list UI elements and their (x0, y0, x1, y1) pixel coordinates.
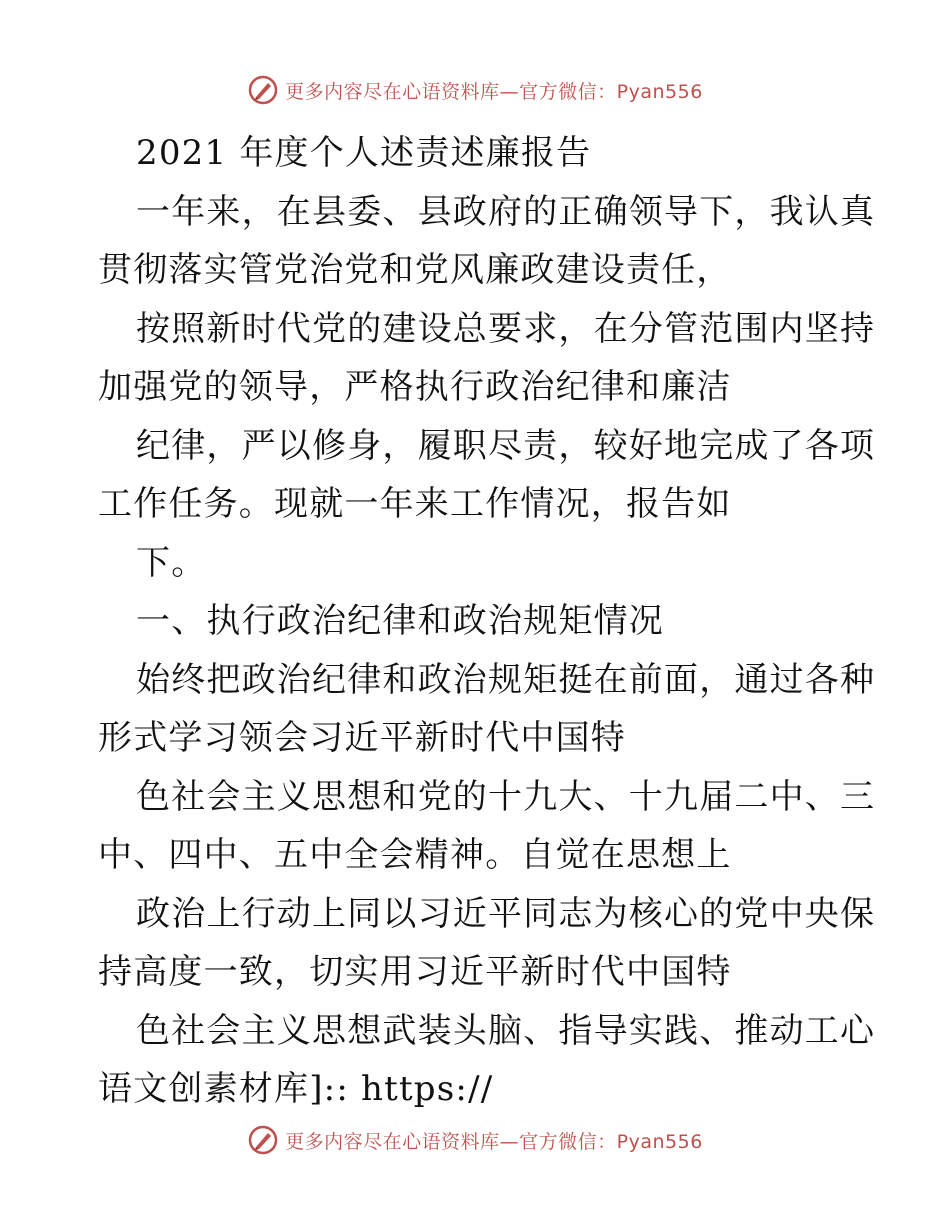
text-line: 色社会主义思想武装头脑、指导实践、推动工心 (136, 1010, 876, 1051)
banner-text: 更多内容尽在心语资料库—官方微信：Pyan556 (285, 1130, 703, 1153)
text-line: 一年来，在县委、县政府的正确领导下，我认真 (136, 191, 876, 232)
footer-banner (0, 1120, 950, 1160)
text-line: 贯彻落实管党治党和党风廉政建设责任， (98, 250, 732, 290)
text-line: 语文创素材库]:: https:// (98, 1069, 494, 1109)
text-line: 持高度一致，切实用习近平新时代中国特 (98, 952, 732, 992)
text-line: 工作任务。现就一年来工作情况，报告如 (98, 484, 732, 524)
text-line: 色社会主义思想和党的十九大、十九届二中、三 (136, 776, 876, 817)
text-line: 纪律，严以修身，履职尽责，较好地完成了各项 (136, 425, 876, 466)
document-title: 2021 年度个人述责述廉报告 (136, 133, 592, 173)
section-heading: 一、执行政治纪律和政治规矩情况 (136, 601, 664, 641)
banner-text: 更多内容尽在心语资料库—官方微信：Pyan556 (285, 80, 703, 103)
header-banner (0, 70, 950, 110)
text-line: 下。 (136, 542, 207, 583)
text-line: 始终把政治纪律和政治规矩挺在前面，通过各种 (136, 659, 876, 700)
pen-logo-icon (247, 1124, 279, 1156)
document-body (98, 124, 876, 1119)
text-line: 政治上行动上同以习近平同志为核心的党中央保 (136, 893, 876, 934)
pen-logo-icon (247, 74, 279, 106)
text-line: 形式学习领会习近平新时代中国特 (98, 718, 626, 758)
text-line: 加强党的领导，严格执行政治纪律和廉洁 (98, 367, 732, 407)
text-line: 中、四中、五中全会精神。自觉在思想上 (98, 835, 732, 875)
text-line: 按照新时代党的建设总要求，在分管范围内坚持 (136, 308, 876, 349)
